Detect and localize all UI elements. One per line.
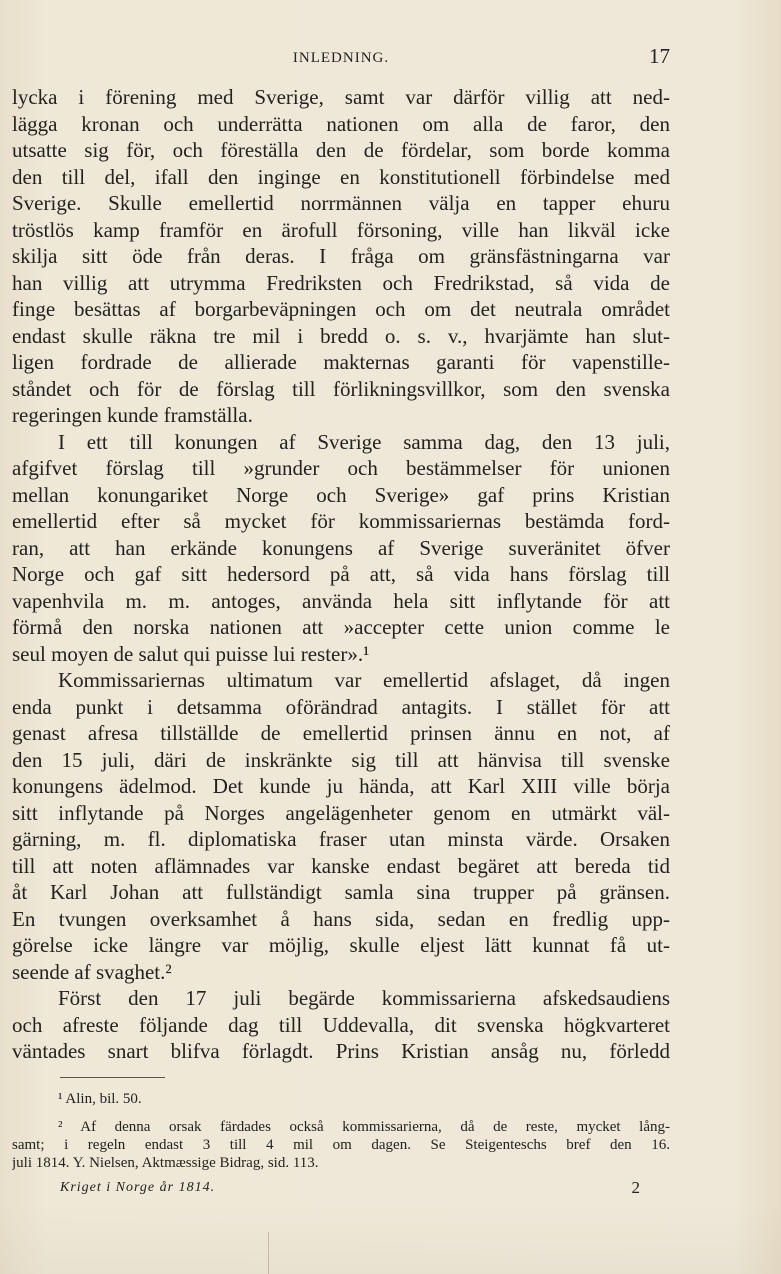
text-line: han villig att utrymma Fredriksten och Fredrikstad, så vida de	[12, 270, 670, 295]
text-line: och afreste följande dag till Uddevalla, dit svenska högkvarteret	[12, 1012, 670, 1037]
text-line: finge besättas af borgarbeväpningen och om det neutrala området	[12, 297, 670, 321]
text-line: lycka i förening med Sverige, samt var därför villig att ned-	[12, 85, 670, 109]
text-line: genast afresa tillställde de emellertid prinsen ännu en not, af	[12, 721, 670, 745]
footnote-gap	[12, 1108, 670, 1118]
text-line: förmå den norska nationen att »accepter cette union comme le	[12, 615, 670, 639]
text-line: emellertid efter så mycket för kommissariernas bestämda ford-	[12, 509, 670, 533]
page-header	[12, 44, 670, 74]
footnote-line: ² Af denna orsak färdades också kommissarierna, då de reste, mycket lång-	[58, 1119, 670, 1135]
page-footer	[60, 1180, 640, 1200]
text-line: Kommissariernas ultimatum var emellertid afslaget, då ingen	[58, 668, 670, 692]
footnote-line: juli 1814. Y. Nielsen, Aktmæssige Bidrag, sid. 113.	[12, 1155, 319, 1171]
footnotes	[12, 1090, 670, 1172]
text-line: seende af svaghet.²	[12, 959, 172, 984]
text-line: konungens ädelmod. Det kunde ju hända, att Karl XIII ville börja	[12, 774, 670, 798]
signature-line: Kriget i Norge år 1814.	[60, 1180, 216, 1195]
text-line: endast skulle räkna tre mil i bredd o. s. v., hvarjämte han slut-	[12, 323, 670, 348]
text-line: seul moyen de salut qui puisse lui rester».¹	[12, 641, 370, 666]
footnote-rule	[60, 1077, 165, 1078]
running-title: INLEDNING.	[292, 50, 390, 66]
text-line: den till del, ifall den inginge en konstitutionell förbindelse med	[12, 164, 670, 189]
text-line: afgifvet förslag till »grunder och bestämmelser för unionen	[12, 456, 670, 480]
text-line: gärning, m. fl. diplomatiska fraser utan minsta värde. Orsaken	[12, 827, 670, 851]
text-line: I ett till konungen af Sverige samma dag, den 13 juli,	[58, 429, 670, 454]
text-line: enda punkt i detsamma oförändrad antagits. I stället för att	[12, 694, 670, 719]
page-number: 17	[649, 44, 670, 68]
footnote-line: samt; i regeln endast 3 till 4 mil om dagen. Se Steigenteschs bref den 16.	[12, 1137, 670, 1153]
text-line: tröstlös kamp framför en ärofull försoning, ville han likväl icke	[12, 217, 670, 242]
text-line: skilja sitt öde från deras. I fråga om gränsfästningarna var	[12, 244, 670, 268]
text-line: Norge och gaf sitt hedersord på att, så vida hans förslag till	[12, 562, 670, 586]
text-line: till att noten aflämnades var kanske endast begäret att bereda tid	[12, 853, 670, 878]
body-text	[12, 84, 670, 1065]
text-line: väntades snart blifva förlagdt. Prins Kristian ansåg nu, förledd	[12, 1039, 670, 1063]
text-line: lägga kronan och underrätta nationen om alla de faror, den	[12, 111, 670, 136]
text-line: mellan konungariket Norge och Sverige» gaf prins Kristian	[12, 482, 670, 507]
text-line: utsatte sig för, och föreställa den de fördelar, som borde komma	[12, 138, 670, 162]
text-line: Sverige. Skulle emellertid norrmännen välja en tapper ehuru	[12, 191, 670, 215]
page-shade	[0, 1204, 781, 1274]
text-line: sitt inflytande på Norges angelägenheter genom en utmärkt väl-	[12, 800, 670, 825]
text-line: ståndet och för de förslag till förlikningsvillkor, som den svenska	[12, 376, 670, 401]
text-line: regeringen kunde framställa.	[12, 403, 253, 427]
signature-mark: 2	[631, 1178, 640, 1197]
text-line: vapenhvila m. m. antoges, använda hela sitt inflytande för att	[12, 588, 670, 613]
text-line: En tvungen overksamhet å hans sida, sedan en fredlig upp-	[12, 906, 670, 931]
text-line: görelse icke längre var möjlig, skulle eljest lätt kunnat få ut-	[12, 933, 670, 957]
text-line: åt Karl Johan att fullständigt samla sina trupper på gränsen.	[12, 880, 670, 904]
text-line: den 15 juli, däri de inskränkte sig till att hänvisa till svenske	[12, 747, 670, 772]
text-line: ran, att han erkände konungens af Sverige suveränitet öfver	[12, 535, 670, 560]
footnote-line: ¹ Alin, bil. 50.	[58, 1091, 142, 1107]
text-line: ligen fordrade de allierade makternas garanti för vapenstille-	[12, 350, 670, 374]
text-line: Först den 17 juli begärde kommissarierna afskedsaudiens	[58, 986, 670, 1010]
